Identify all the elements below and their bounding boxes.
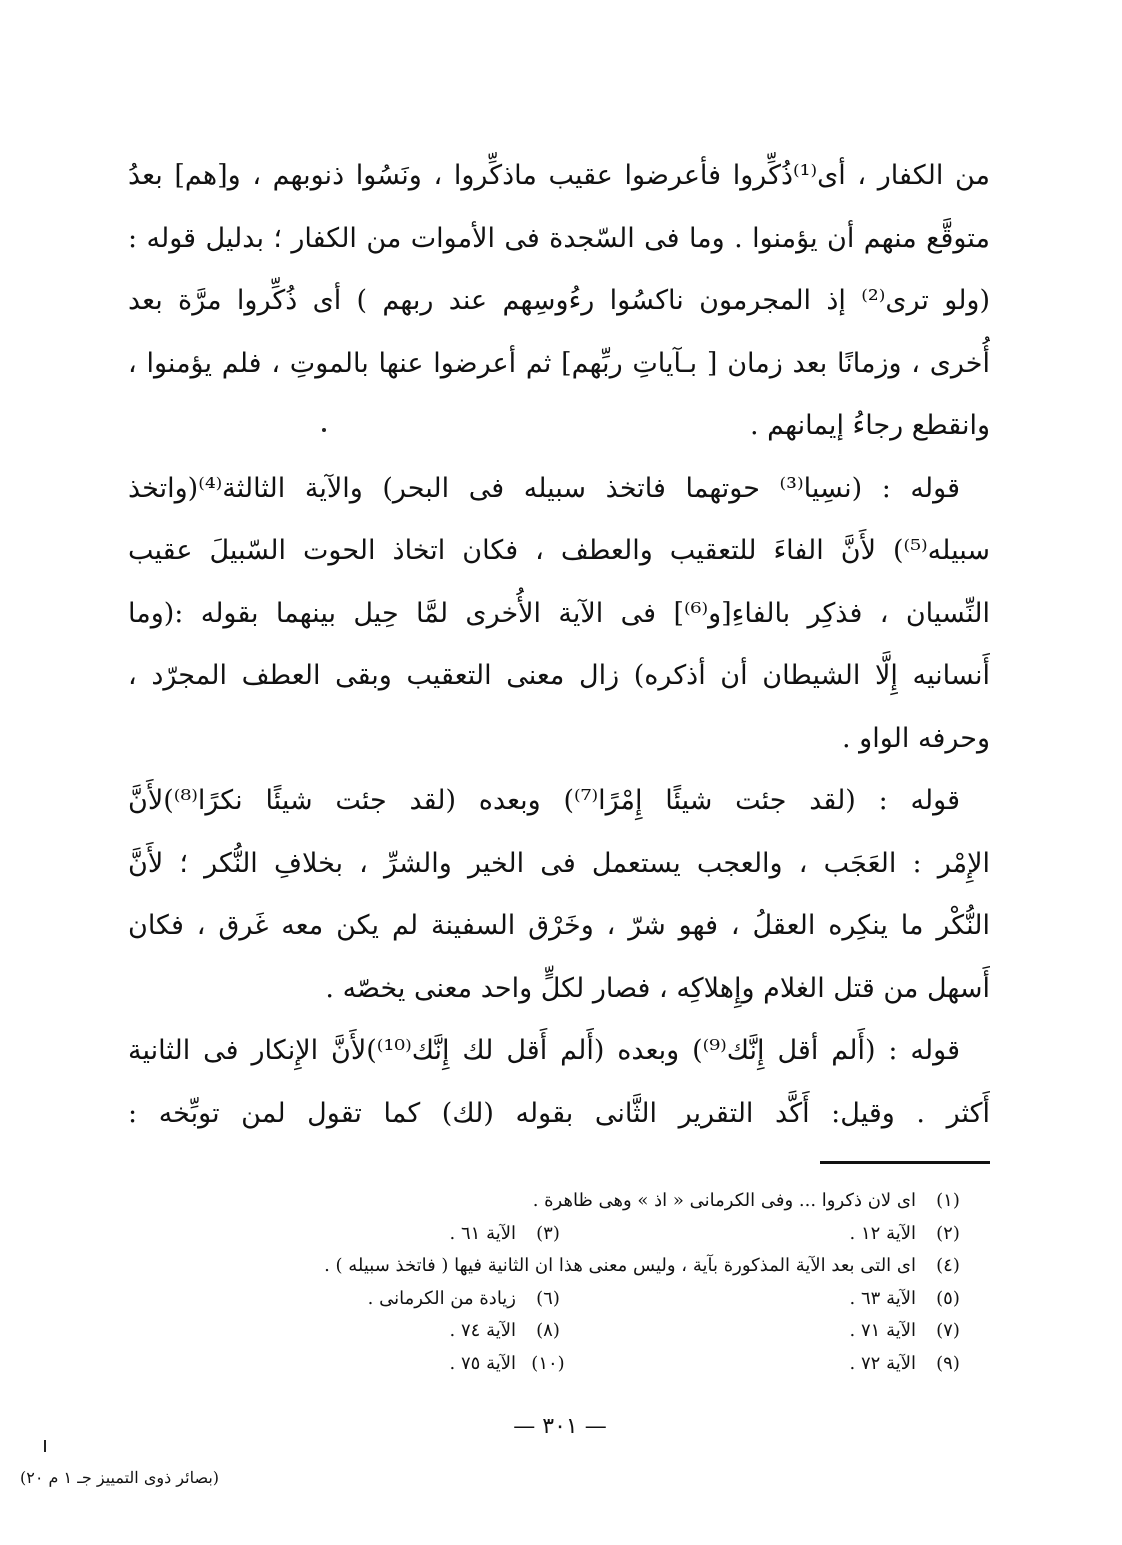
footnote-text: الآية ١٢ . (849, 1222, 916, 1244)
footnote-column (580, 1218, 980, 1251)
text-line: قوله : (لقد جئت شيئًا إِمْرًا⁽⁷⁾) وبعده (لقد جئت شيئًا نكرًا⁽⁸⁾)لأَنَّ (128, 785, 960, 816)
footnote-text: اى التى بعد الآية المذكورة بآية ، وليس معنى هذا ان الثانية فيها ( فاتخذ سبيله ) . (324, 1255, 916, 1276)
text-line: متوقَّع منهم أن يؤمنوا . وما فى السّجدة فى الأموات من الكفار ؛ بدليل قوله : (128, 222, 990, 254)
text-line: النُّكْر ما ينكِره العقلُ ، فهو شرّ ، وخَرْق السفينة لم يكن معه غَرق ، فكان (128, 910, 990, 941)
footnote-column (580, 1348, 980, 1381)
text-line: أَكثر . وقيل: أَكَّد التقرير الثَّانى بقوله (لك) كما تقول لمن توبِّخه : (128, 1097, 990, 1129)
footnote-number: (٤) (936, 1255, 960, 1276)
footnote-number: (١٠) (531, 1352, 565, 1374)
footnote-number: (١) (936, 1190, 960, 1211)
footnote-row (150, 1283, 980, 1316)
text-line: الإِمْر : العَجَب ، والعجب يستعمل فى الخير والشرِّ ، بخلافِ النُّكر ؛ لأَنَّ (128, 847, 990, 879)
text-line: وحرفه الواو . (842, 722, 990, 754)
footnote-separator-rule (820, 1161, 990, 1164)
text-line: النِّسيان ، فذكِر بالفاءِ[و⁽⁶⁾] فى الآية الأُخرى لمَّا حِيل بينهما بقوله :(وما (128, 597, 990, 629)
page-number: — ٣٠١ — (513, 1414, 607, 1439)
text-line: (ولو ترى⁽²⁾ إذ المجرمون ناكسُوا رءُوسِهم عند ربهم ) أى ذُكِّروا مرَّة بعد (128, 285, 990, 316)
footnote-row (150, 1315, 980, 1348)
footnote-column (580, 1315, 980, 1348)
text-line: قوله : (أَلم أقل إِنَّك⁽⁹⁾) وبعده (أَلم أَقل لك إِنَّك⁽¹⁰⁾)لأَنَّ الإِنكار فى الثانية (128, 1035, 960, 1066)
footnote-text: الآية ٦٣ . (849, 1287, 916, 1309)
footnote-text: الآية ٧١ . (849, 1320, 916, 1341)
footnote-row (150, 1250, 980, 1283)
footnote-text: اى لان ذكروا ... وفى الكرمانى « اذ » وهى ظاهرة . (532, 1190, 916, 1211)
footnote-number: (٩) (936, 1352, 960, 1374)
footnote-text: زيادة من الكرمانى . (367, 1287, 516, 1309)
footnote-column (180, 1283, 580, 1316)
footnote-number: (٨) (536, 1320, 560, 1341)
footnote-column (180, 1348, 580, 1381)
footnote-number: (٢) (936, 1222, 960, 1244)
footnotes-block (150, 1185, 980, 1380)
footnote-row (150, 1218, 980, 1251)
footnote-text: الآية ٧٢ . (849, 1352, 916, 1374)
text-line: سبيله⁽⁵⁾) لأَنَّ الفاءَ للتعقيب والعطف ، فكان اتخاذ الحوت السّبيلَ عقيب (128, 535, 990, 566)
footnote-text: الآية ٧٤ . (449, 1320, 516, 1341)
footnote-column (180, 1315, 580, 1348)
footnote-number: (٦) (536, 1287, 560, 1309)
footnote-row (150, 1348, 980, 1381)
footnote-text: الآية ٧٥ . (449, 1352, 516, 1374)
text-line: أَسهل من قتل الغلام وإِهلاكِه ، فصار لكلٍّ واحد معنى يخصّه . (325, 972, 990, 1004)
footnote-column (580, 1283, 980, 1316)
footnote-number: (٣) (536, 1222, 560, 1244)
text-line: من الكفار ، أى⁽¹⁾ذُكِّروا فأعرضوا عقيب ماذكِّروا ، ونَسُوا ذنوبهم ، و[هم] بعدُ (128, 160, 990, 191)
text-line: أَنسانيه إِلَّا الشيطان أن أذكره) زال معنى التعقيب وبقى العطف المجرّد ، (128, 660, 990, 691)
footnote-text: الآية ٦١ . (449, 1222, 516, 1244)
footnote-row (150, 1185, 980, 1218)
print-speck (322, 428, 326, 432)
footnote-number: (٧) (936, 1320, 960, 1341)
main-text-block (128, 145, 990, 1145)
footnote-column (180, 1218, 580, 1251)
signature-caption: (بصائر ذوى التمييز جـ ١ م ٢٠) (20, 1468, 220, 1487)
text-line: وانقطع رجاءُ إيمانهم . (750, 410, 990, 441)
footnote-number: (٥) (936, 1287, 960, 1309)
print-speck (44, 1440, 46, 1452)
text-line: قوله : (نسِيا⁽³⁾ حوتهما فاتخذ سبيله فى البحر) والآية الثالثة⁽⁴⁾(واتخذ (128, 472, 960, 504)
text-line: أُخرى ، وزمانًا بعد زمان [ بـآياتِ ربِّهم] ثم أعرضوا عنها بالموتِ ، فلم يؤمنوا ، (128, 347, 990, 379)
